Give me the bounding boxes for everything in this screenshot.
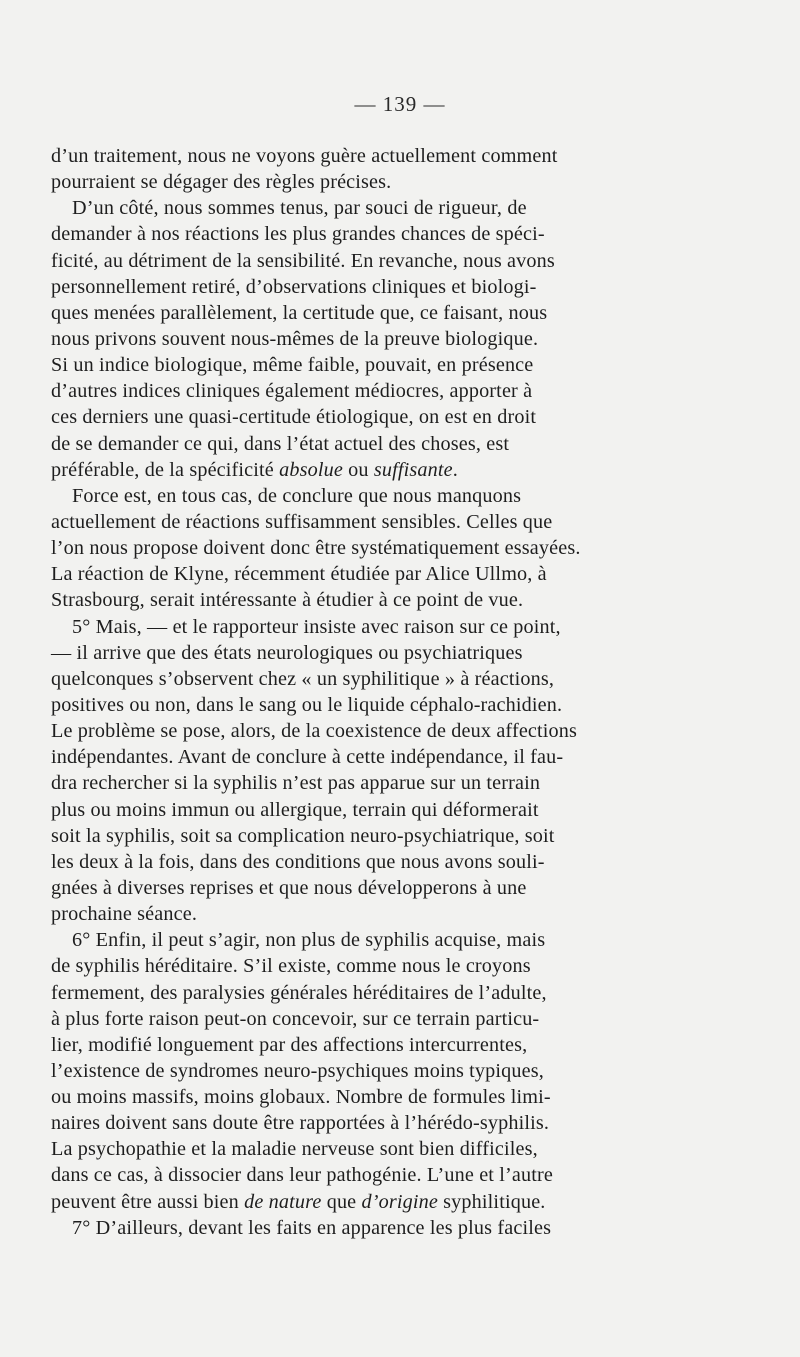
italic-term: suffisante bbox=[373, 458, 453, 481]
text-line bbox=[51, 195, 674, 221]
line-segment: d’autres indices cliniques également médiocres, apporter à bbox=[51, 380, 533, 403]
line-segment: ou moins massifs, moins globaux. Nombre de formules limi- bbox=[51, 1086, 551, 1109]
text-line bbox=[51, 431, 674, 457]
line-segment: 7° D’ailleurs, devant les faits en apparence les plus faciles bbox=[72, 1216, 552, 1239]
line-segment: fermement, des paralysies générales héréditaires de l’adulte, bbox=[51, 981, 547, 1004]
line-segment: La réaction de Klyne, récemment étudiée par Alice Ullmo, à bbox=[51, 563, 547, 586]
line-segment: Le problème se pose, alors, de la coexistence de deux affections bbox=[51, 720, 578, 743]
text-line bbox=[51, 901, 674, 927]
line-segment: 6° Enfin, il peut s’agir, non plus de syphilis acquise, mais bbox=[72, 929, 546, 952]
line-segment: quelconques s’observent chez « un syphilitique » à réactions, bbox=[51, 667, 555, 690]
line-segment: 5° Mais, — et le rapporteur insiste avec raison sur ce point, bbox=[72, 615, 561, 638]
line-segment: D’un côté, nous sommes tenus, par souci de rigueur, de bbox=[72, 197, 527, 220]
line-segment: Strasbourg, serait intéressante à étudier à ce point de vue. bbox=[51, 589, 524, 612]
line-segment: — il arrive que des états neurologiques ou psychiatriques bbox=[51, 641, 523, 664]
text-line bbox=[51, 509, 674, 535]
line-segment: d’un traitement, nous ne voyons guère actuellement comment bbox=[51, 145, 558, 167]
line-segment: La psychopathie et la maladie nerveuse sont bien difficiles, bbox=[51, 1138, 538, 1161]
page-number: — 139 — bbox=[354, 92, 446, 116]
line-segment: lier, modifié longuement par des affections intercurrentes, bbox=[51, 1033, 528, 1056]
line-segment: Si un indice biologique, même faible, pouvait, en présence bbox=[51, 354, 534, 377]
text-line bbox=[51, 221, 674, 247]
text-line bbox=[51, 770, 674, 796]
text-line bbox=[51, 692, 674, 718]
line-segment: personnellement retiré, d’observations cliniques et biologi- bbox=[51, 275, 537, 298]
line-segment: ques menées parallèlement, la certitude que, ce faisant, nous bbox=[51, 301, 548, 324]
line-segment: ou bbox=[342, 458, 374, 481]
line-segment: prochaine séance. bbox=[51, 903, 198, 926]
text-line bbox=[51, 1110, 674, 1136]
line-segment: les deux à la fois, dans des conditions que nous avons souli- bbox=[51, 850, 545, 873]
line-segment: syphilitique. bbox=[437, 1190, 546, 1213]
italic-term: absolue bbox=[279, 458, 343, 481]
text-line bbox=[51, 457, 674, 483]
text-line bbox=[51, 640, 674, 666]
line-segment: ces derniers une quasi-certitude étiologique, on est en droit bbox=[51, 406, 537, 429]
text-line bbox=[51, 561, 674, 587]
italic-term: d’origine bbox=[361, 1190, 438, 1213]
text-line bbox=[51, 300, 674, 326]
line-segment: demander à nos réactions les plus grandes chances de spéci- bbox=[51, 223, 545, 246]
text-line bbox=[51, 927, 674, 953]
text-line bbox=[51, 849, 674, 875]
line-segment: Force est, en tous cas, de conclure que nous manquons bbox=[72, 484, 522, 507]
text-line bbox=[51, 797, 674, 823]
text-line bbox=[51, 1032, 674, 1058]
text-line bbox=[51, 1058, 674, 1084]
text-line bbox=[51, 1084, 674, 1110]
line-segment: dra rechercher si la syphilis n’est pas apparue sur un terrain bbox=[51, 772, 541, 795]
body-text bbox=[51, 143, 674, 1241]
text-line bbox=[51, 274, 674, 300]
line-segment: peuvent être aussi bien bbox=[51, 1190, 245, 1213]
text-line bbox=[51, 666, 674, 692]
line-segment: indépendantes. Avant de conclure à cette indépendance, il fau- bbox=[51, 746, 564, 769]
line-segment: l’on nous propose doivent donc être systématiquement essayées. bbox=[51, 537, 581, 560]
line-segment: ficité, au détriment de la sensibilité. En revanche, nous avons bbox=[51, 249, 555, 272]
line-segment: dans ce cas, à dissocier dans leur pathogénie. L’une et l’autre bbox=[51, 1164, 553, 1187]
text-line bbox=[51, 483, 674, 509]
text-line bbox=[51, 614, 674, 640]
italic-term: de nature bbox=[244, 1190, 322, 1213]
line-segment: positives ou non, dans le sang ou le liquide céphalo-rachidien. bbox=[51, 693, 563, 716]
text-line bbox=[51, 587, 674, 613]
text-line bbox=[51, 875, 674, 901]
text-line bbox=[51, 378, 674, 404]
line-segment: pourraient se dégager des règles précises. bbox=[51, 171, 392, 194]
line-segment: l’existence de syndromes neuro-psychiques moins typiques, bbox=[51, 1059, 544, 1082]
text-line bbox=[51, 823, 674, 849]
text-line bbox=[51, 404, 674, 430]
text-line bbox=[51, 1006, 674, 1032]
text-line bbox=[51, 1189, 674, 1215]
line-segment: . bbox=[452, 458, 458, 481]
text-line bbox=[51, 718, 674, 744]
text-line bbox=[51, 1162, 674, 1188]
line-segment: nous privons souvent nous-mêmes de la preuve biologique. bbox=[51, 327, 539, 350]
line-segment: de syphilis héréditaire. S’il existe, comme nous le croyons bbox=[51, 955, 531, 978]
line-segment: gnées à diverses reprises et que nous développerons à une bbox=[51, 876, 527, 899]
text-line bbox=[51, 248, 674, 274]
text-line bbox=[51, 1136, 674, 1162]
text-line bbox=[51, 143, 674, 169]
text-line bbox=[51, 326, 674, 352]
line-segment: préférable, de la spécificité bbox=[51, 458, 280, 481]
line-segment: à plus forte raison peut-on concevoir, sur ce terrain particu- bbox=[51, 1007, 540, 1030]
line-segment: naires doivent sans doute être rapportées à l’hérédo-syphilis. bbox=[51, 1112, 550, 1135]
line-segment: de se demander ce qui, dans l’état actuel des choses, est bbox=[51, 432, 510, 455]
text-line bbox=[51, 535, 674, 561]
text-line bbox=[51, 169, 674, 195]
line-segment: que bbox=[321, 1190, 362, 1213]
line-segment: actuellement de réactions suffisamment sensibles. Celles que bbox=[51, 510, 553, 533]
text-line bbox=[51, 744, 674, 770]
line-segment: soit la syphilis, soit sa complication neuro-psychiatrique, soit bbox=[51, 824, 555, 847]
text-line bbox=[51, 352, 674, 378]
text-line bbox=[51, 1215, 674, 1241]
line-segment: plus ou moins immun ou allergique, terrain qui déformerait bbox=[51, 798, 539, 821]
text-line bbox=[51, 980, 674, 1006]
text-line bbox=[51, 953, 674, 979]
